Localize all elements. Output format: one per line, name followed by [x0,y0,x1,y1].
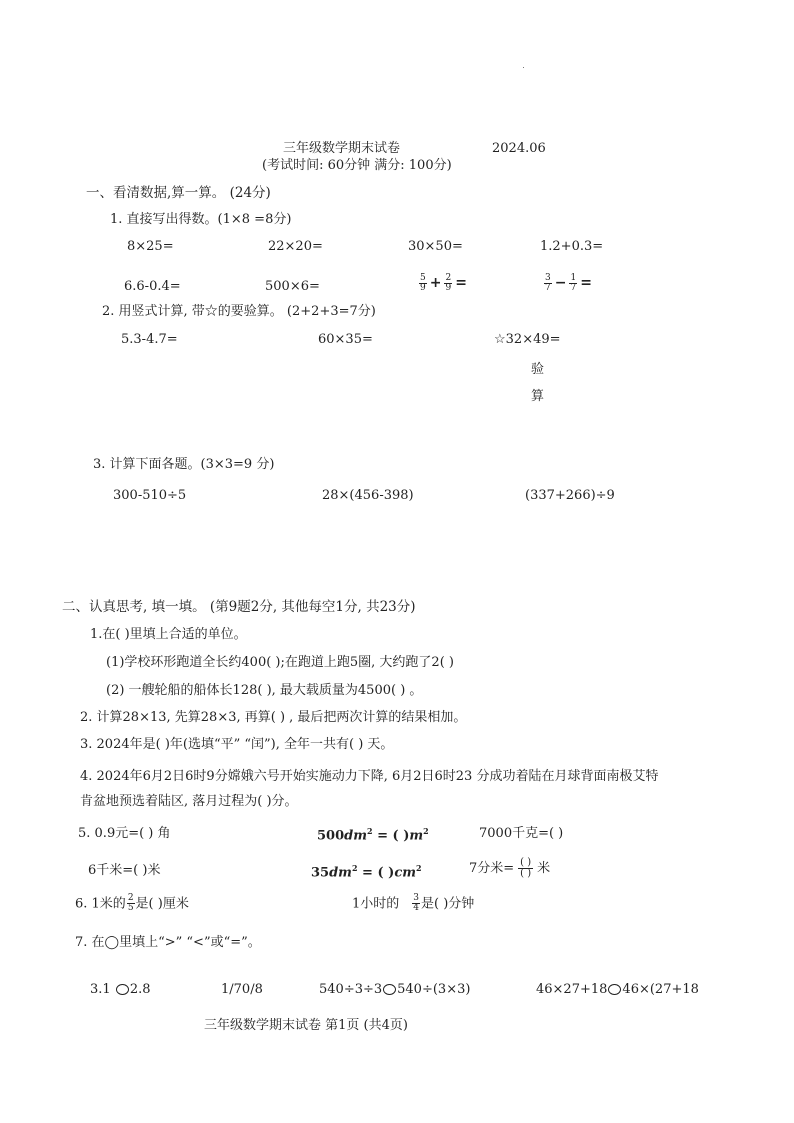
q3-item: (337+266)÷9 [525,488,615,503]
s2-q5-e: $35dm^2$ = ( )$cm^2$ [311,863,422,881]
s2-q2: 2. 计算28×13, 先算28×3, 再算( ) , 最后把两次计算的结果相加。 [80,710,467,725]
s2-q3: 3. 2024年是( )年(选填“平” “闰”), 全年一共有( ) 天。 [80,737,394,752]
s2-q5-b: $500dm^2$ = ( )$m^2$ [317,826,429,844]
page-footer: 三年级数学期末试卷 第1页 (共4页) [204,1018,408,1033]
q1-fraction-expr: $\frac{5}{9}$ + $\frac{2}{9}$ = [420,273,467,294]
q1-item: 22×20= [268,239,323,254]
s2-q5-c: 7000千克=( ) [479,826,564,841]
section2-heading: 二、认真思考, 填一填。 (第9题2分, 其他每空1分, 共23分) [62,599,416,615]
q2-item-star: ☆32×49= [494,332,561,347]
s2-q6-b: 1小时的 $\frac{3}{4}$ 是( )分钟 [352,893,475,914]
circle-blank-icon [608,984,621,995]
compare-item: 3.1 2.8 [90,982,151,997]
compare-item: 46×27+18 46×(27+18 [536,982,699,997]
q1-label: 1. 直接写出得数。(1×8 =8分) [110,212,292,227]
s2-q6-a: 6. 1米的 $\frac{2}{5}$ 是( )厘米 [75,893,189,914]
fraction: $\frac{5}{9}$ [420,273,426,294]
s2-q5-a: 5. 0.9元=( ) 角 [78,826,171,841]
s2-q5-f: 7分米= ( ) ( ) 米 [469,857,551,879]
compare-item: 1/70/8 [221,982,263,997]
q1-item: 1.2+0.3= [540,239,604,254]
circle-blank-icon [383,984,396,995]
s2-q1-sub1: (1)学校环形跑道全长约400( );在跑道上跑5圈, 大约跑了2( ) [106,655,454,670]
s2-q5-d: 6千米=( )米 [88,863,161,878]
section1-heading: 一、看清数据,算一算。 (24分) [86,185,271,201]
q2-item: 5.3-4.7= [121,332,178,347]
fraction: $\frac{2}{5}$ [127,893,134,914]
q3-item: 300-510÷5 [113,488,187,503]
blank-fraction: ( ) ( ) [520,857,532,879]
s2-q1-label: 1.在( )里填上合适的单位。 [90,627,247,642]
q1-item: 6.6-0.4= [124,279,181,294]
s2-q1-sub2: (2) 一艘轮船的船体长128( ), 最大载质量为4500( ) 。 [106,683,423,698]
q1-item: 8×25= [127,239,174,254]
q1-item: 500×6= [265,279,320,294]
q2-label: 2. 用竖式计算, 带☆的要验算。 (2+2+3=7分) [102,304,376,319]
q3-label: 3. 计算下面各题。(3×3=9 分) [93,457,275,472]
q3-item: 28×(456-398) [322,488,414,503]
q2-item: 60×35= [318,332,373,347]
s2-q4-line1: 4. 2024年6月2日6时9分嫦娥六号开始实施动力下降, 6月2日6时23 分成功着陆在月球背面南极艾特 [80,769,659,784]
exam-title: 三年级数学期末试卷 [283,141,401,156]
scan-dot [523,67,524,68]
compare-item: 540÷3÷3 540÷(3×3) [319,982,471,997]
q1-fraction-expr: $\frac{3}{7}$ − $\frac{1}{7}$ = [545,273,592,294]
circle-blank-icon [116,984,129,995]
check-label: 算 [531,389,545,404]
check-label: 验 [531,362,545,377]
fraction: $\frac{3}{4}$ [413,893,420,914]
q1-item: 30×50= [408,239,463,254]
fraction: $\frac{3}{7}$ [545,273,551,294]
exam-date: 2024.06 [492,141,546,156]
exam-info: (考试时间: 60分钟 满分: 100分) [262,158,452,173]
s2-q7-label: 7. 在◯里填上“>” “<”或“=”。 [75,935,261,950]
s2-q4-line2: 肯盆地预选着陆区, 落月过程为( )分。 [80,794,298,809]
fraction: $\frac{2}{9}$ [445,273,452,294]
fraction: $\frac{1}{7}$ [570,273,577,294]
